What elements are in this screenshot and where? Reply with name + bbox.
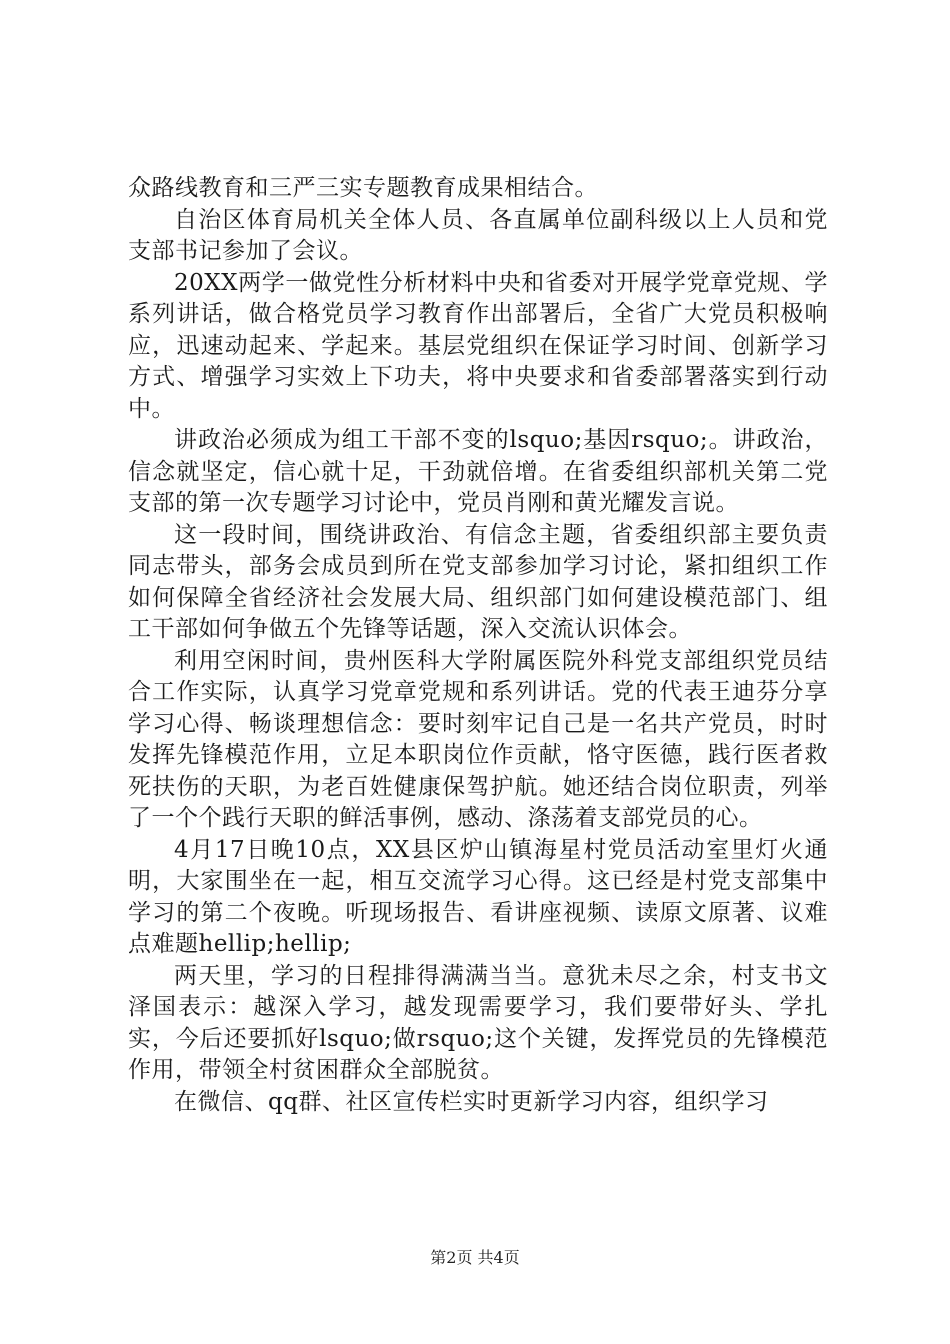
paragraph-3: 20XX两学一做党性分析材料中央和省委对开展学党章党规、学系列讲话，做合格党员学习教育作出部署后，全省广大党员积极响应，迅速动起来、学起来。基层党组织在保证学习时间、创新学习方式、增强学习实效上下功夫，将中央要求和省委部署落实到行动中。 bbox=[128, 269, 828, 422]
paragraph-4: 讲政治必须成为组工干部不变的lsquo;基因rsquo;。讲政治，信念就坚定，信心就十足，干劲就倍增。在省委组织部机关第二党支部的第一次专题学习讨论中，党员肖刚和黄光耀发言说。 bbox=[128, 427, 828, 516]
document-body bbox=[128, 173, 828, 1118]
page-footer: 第2页 共4页 bbox=[430, 1248, 520, 1267]
paragraph-1: 众路线教育和三严三实专题教育成果相结合。 bbox=[128, 175, 598, 201]
paragraph-7: 4月17日晚10点，XX县区炉山镇海星村党员活动室里灯火通明，大家围坐在一起，相互交流学习心得。这已经是村党支部集中学习的第二个夜晚。听现场报告、看讲座视频、读原文原著、议难点难题hellip;hellip; bbox=[128, 836, 828, 957]
paragraph-9: 在微信、qq群、社区宣传栏实时更新学习内容，组织学习 bbox=[174, 1088, 769, 1115]
paragraph-5: 这一段时间，围绕讲政治、有信念主题，省委组织部主要负责同志带头，部务会成员到所在党支部参加学习讨论，紧扣组织工作如何保障全省经济社会发展大局、组织部门如何建设模范部门、组工干部如何争做五个先锋等话题，深入交流认识体会。 bbox=[128, 521, 828, 642]
paragraph-8: 两天里，学习的日程排得满满当当。意犹未尽之余，村支书文泽国表示：越深入学习，越发现需要学习，我们要带好头、学扎实，今后还要抓好lsquo;做rsquo;这个关键，发挥党员的先锋模范作用，带领全村贫困群众全部脱贫。 bbox=[128, 962, 828, 1083]
paragraph-6: 利用空闲时间，贵州医科大学附属医院外科党支部组织党员结合工作实际，认真学习党章党规和系列讲话。党的代表王迪芬分享学习心得、畅谈理想信念：要时刻牢记自己是一名共产党员，时时发挥先锋模范作用，立足本职岗位作贡献，恪守医德，践行医者救死扶伤的天职，为老百姓健康保驾护航。她还结合岗位职责，列举了一个个践行天职的鲜活事例，感动、涤荡着支部党员的心。 bbox=[128, 647, 828, 831]
paragraph-2: 自治区体育局机关全体人员、各直属单位副科级以上人员和党支部书记参加了会议。 bbox=[128, 206, 828, 264]
